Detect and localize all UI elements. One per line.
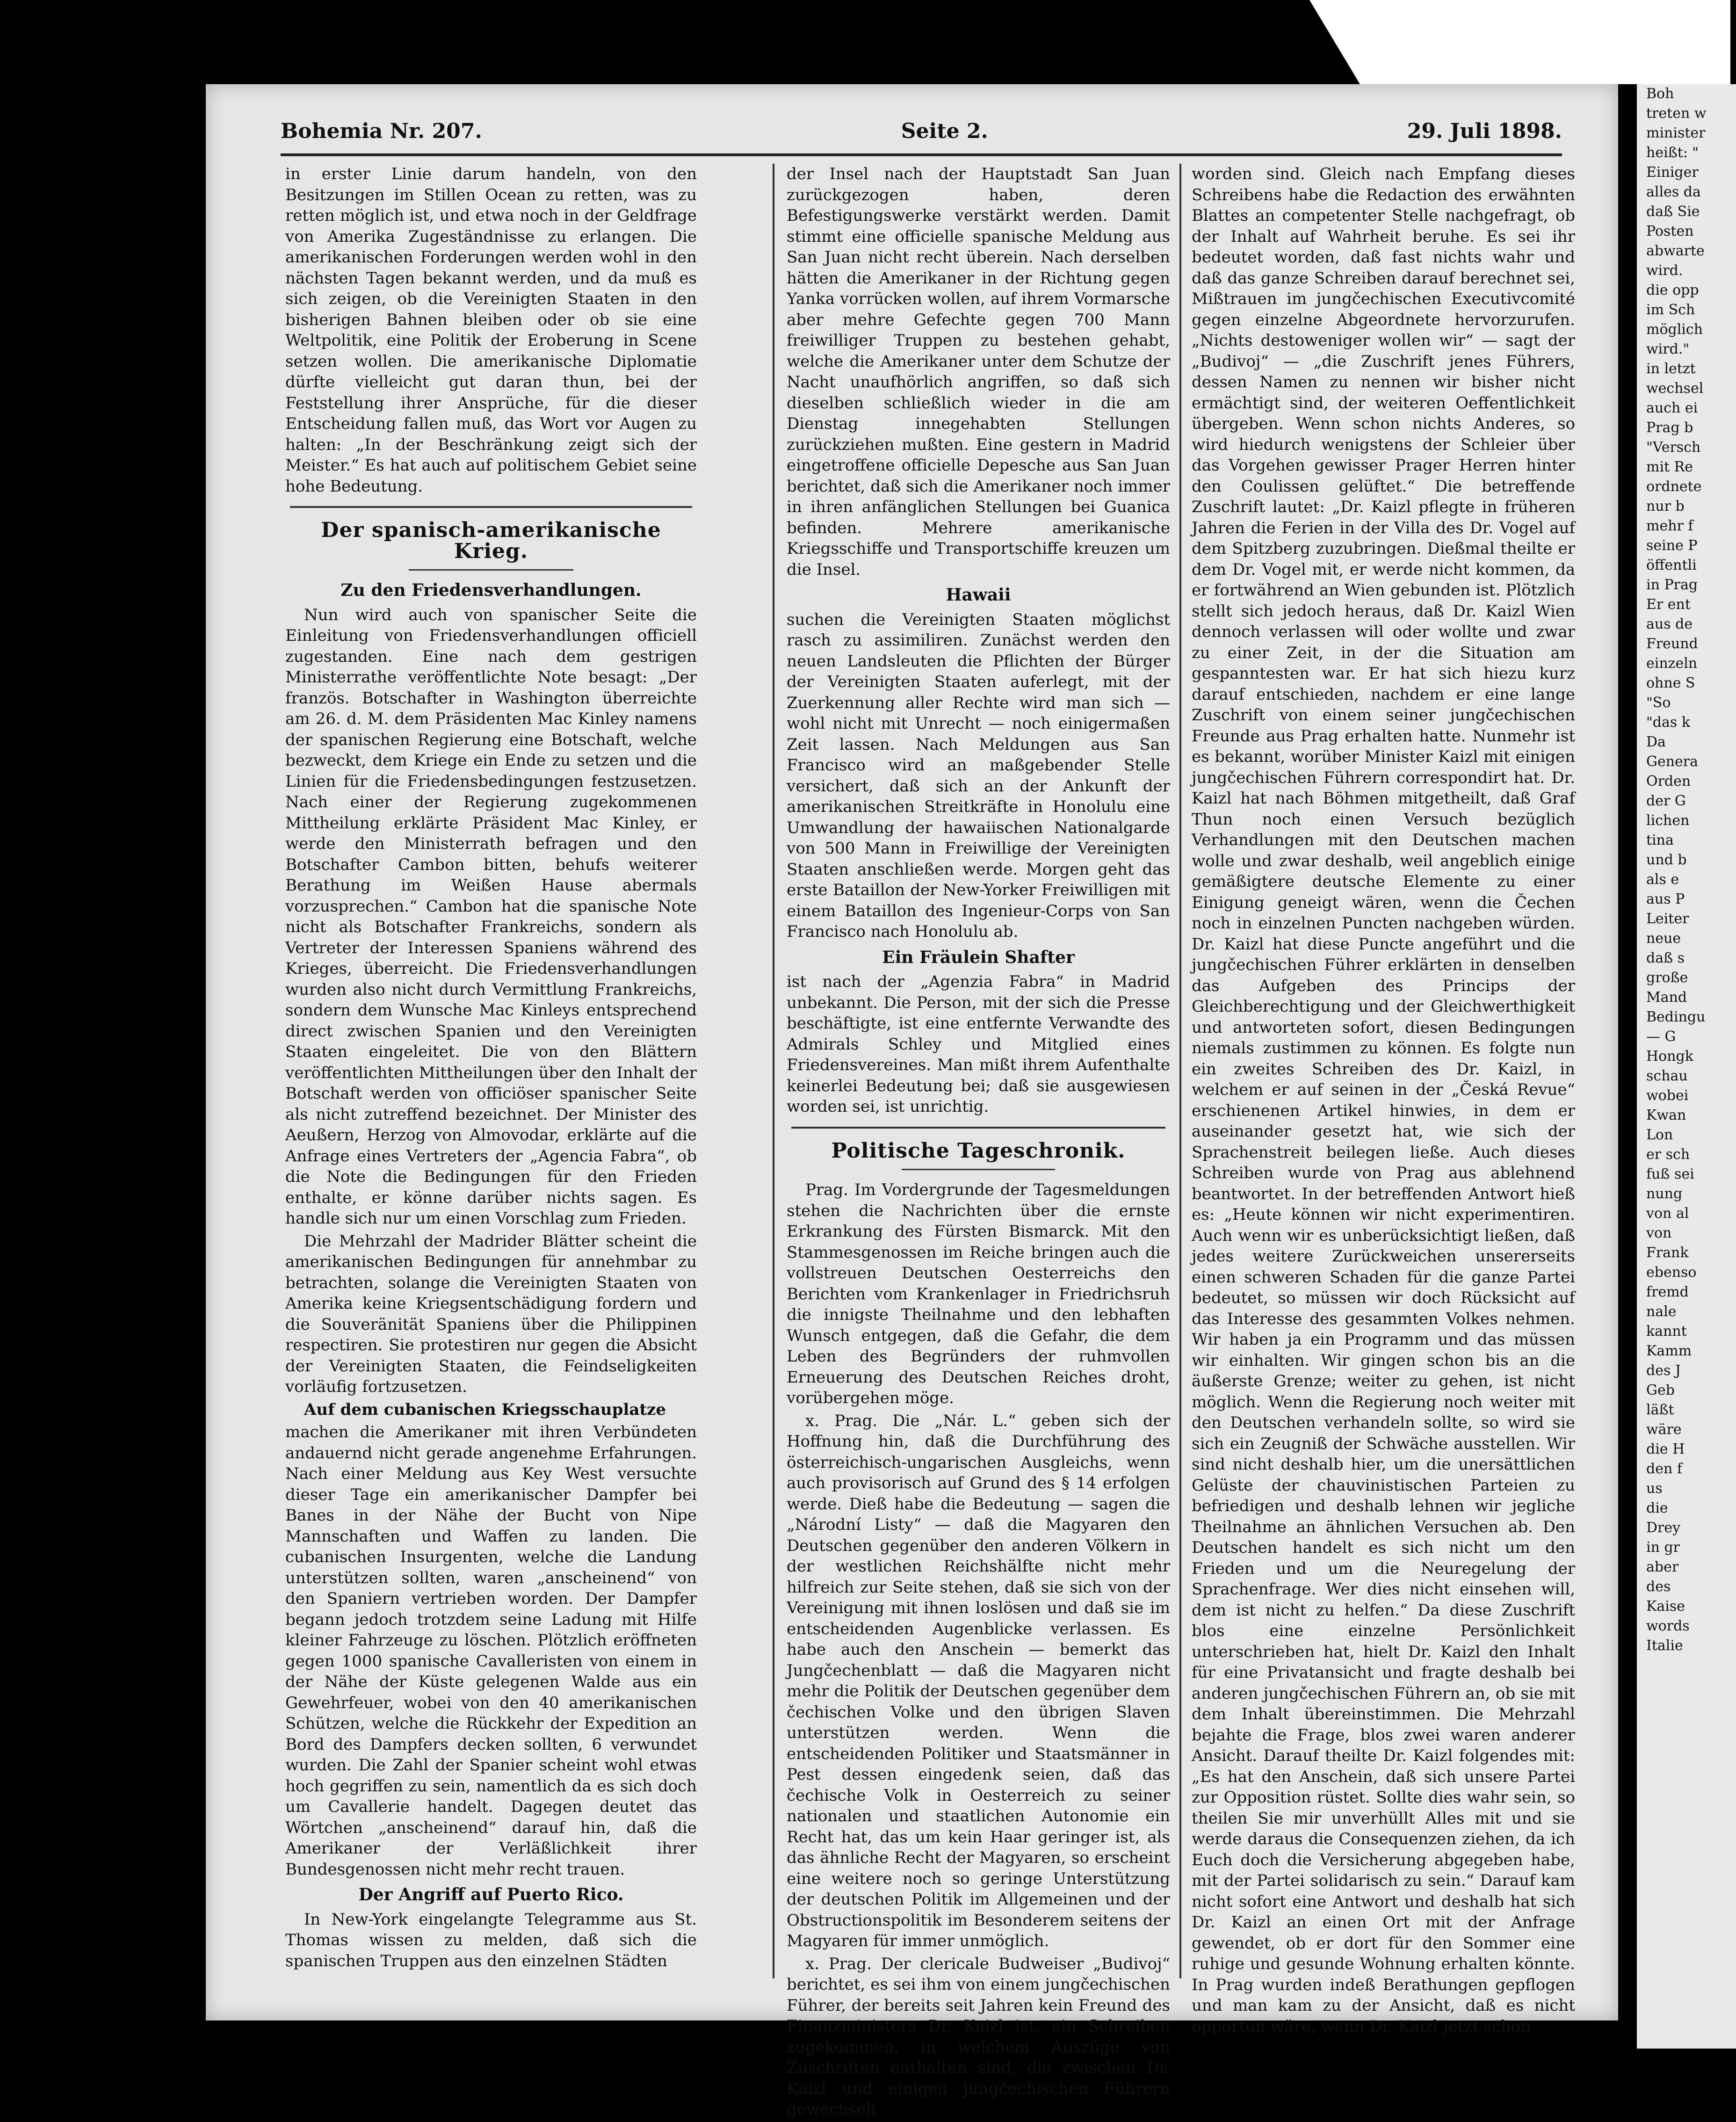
adjacent-page-text: [1637, 84, 1736, 1656]
adjacent-page-line: us: [1646, 1480, 1663, 1497]
adjacent-page-line: von al: [1646, 1205, 1689, 1222]
adjacent-page-line: fuß sei: [1646, 1166, 1694, 1182]
adjacent-page-line: fremd: [1646, 1284, 1689, 1300]
adjacent-page-line: "Versch: [1646, 439, 1701, 456]
subheading: Zu den Friedensverhandlungen.: [340, 580, 642, 600]
adjacent-page-line: lichen: [1646, 812, 1690, 829]
adjacent-page-line: wird.: [1646, 262, 1683, 279]
subheading: Der Angriff auf Puerto Rico.: [358, 1885, 624, 1905]
adjacent-page-line: Kamm: [1646, 1343, 1692, 1359]
adjacent-page-line: Da: [1646, 734, 1666, 750]
adjacent-page-line: words: [1646, 1618, 1690, 1634]
adjacent-page-line: in gr: [1646, 1539, 1680, 1556]
adjacent-page-line: im Sch: [1646, 302, 1695, 318]
adjacent-page-line: die opp: [1646, 282, 1699, 298]
adjacent-page-line: ordnete: [1646, 478, 1702, 495]
adjacent-page-line: Boh: [1646, 86, 1674, 102]
adjacent-page-line: tina: [1646, 832, 1674, 848]
adjacent-page-line: wäre: [1646, 1421, 1682, 1438]
adjacent-page-line: aber: [1646, 1559, 1679, 1575]
adjacent-page-line: Lon: [1646, 1127, 1673, 1143]
adjacent-page-line: große: [1646, 970, 1688, 986]
adjacent-page-line: auch ei: [1646, 400, 1698, 416]
adjacent-page-line: Leiter: [1646, 911, 1689, 927]
adjacent-page-line: Orden: [1646, 773, 1691, 789]
adjacent-page-line: von: [1646, 1225, 1672, 1241]
adjacent-page-line: wechsel: [1646, 380, 1704, 397]
adjacent-page-line: Genera: [1646, 753, 1699, 770]
paragraph: x. Prag. Die „Nár. L.“ geben sich der Hoffnung hin, daß die Durchführung des österreichisch-ungarischen Ausgleichs, wenn auch provisorisch auf Grund des § 14 erfolgen werde. Dieß habe die Bedeutung — sagen die „Národní Listy“ — daß die Magyaren den Deutschen gegenüber den anderen Völkern in der westlichen Reichshälfte nicht mehr hilfreich zur Seite stehen, daß sie sich von der Vereinigung mit ihnen loslösen und daß sie im entscheidenden Augenblicke verlassen. Es habe auch den Anschein — bemerkt das Jungčechenblatt — daß die Magyaren nicht mehr die Politik der Deutschen gegenüber dem čechischen Volke und den übrigen Slaven unterstützen werden. Wenn die entscheidenden Politiker und Staatsmänner in Pest dessen eingedenk seien, daß das čechische Volk in Oesterreich zu seiner nationalen und staatlichen Autonomie ein Recht hat, das um kein Haar geringer ist, als das ähnliche Recht der Magyaren, so erscheint eine weitere noch so geringe Unterstützung der deutschen Politik im Allgemeinen und der Obstructionspolitik im Besonderem seitens der Magyaren für immer unmöglich.: [787, 1411, 1170, 1950]
adjacent-page-line: Drey: [1646, 1520, 1681, 1536]
adjacent-page-line: "So: [1646, 695, 1671, 711]
adjacent-page-line: kannt: [1646, 1323, 1687, 1340]
column-1: [285, 164, 697, 1973]
adjacent-page-line: öffentli: [1646, 557, 1697, 573]
adjacent-page-line: die: [1646, 1500, 1668, 1516]
adjacent-page-line: treten w: [1646, 105, 1707, 122]
subheading: Hawaii: [946, 585, 1011, 605]
adjacent-page-line: Posten: [1646, 223, 1694, 239]
adjacent-page: [1637, 84, 1736, 2049]
page-header: [281, 117, 1562, 145]
adjacent-page-line: schau: [1646, 1068, 1688, 1084]
adjacent-page-line: Geb: [1646, 1382, 1675, 1398]
adjacent-page-line: wird.": [1646, 341, 1690, 357]
adjacent-page-line: minister: [1646, 125, 1706, 141]
header-page: Seite 2.: [901, 119, 988, 143]
paragraph: Prag. Im Vordergrunde der Tagesmeldungen stehen die Nachrichten über die ernste Erkrankung des Fürsten Bismarck. Mit den Stammesgenossen im Reiche bringen auch die vollstreuen Deutschen Oesterreichs den Berichten vom Krankenlager in Friedrichsruh die innigste Theilnahme und den lebhaften Wunsch entgegen, daß die Gefahr, die dem Leben des Begründers der ruhmvollen Erneuerung des Deutschen Reiches droht, vorübergehen möge.: [787, 1180, 1170, 1407]
header-rule: [281, 153, 1562, 156]
column-divider: [773, 164, 774, 1978]
paragraph: machen die Amerikaner mit ihren Verbündeten andauernd nicht gerade angenehme Erfahrungen. Nach einer Meldung aus Key West versuchte dieser Tage ein amerikanischer Dampfer bei Banes in der Nähe der Bucht von Nipe Mannschaften und Waffen zu landen. Die cubanischen Insurgenten, welche die Landung unterstützen sollten, waren „anscheinend“ von den Spaniern vertrieben worden. Der Dampfer begann jedoch trotzdem seine Ladung mit Hilfe kleiner Fahrzeuge zu löschen. Plötzlich eröffneten gegen 1000 spanische Cavalleristen von einem in der Nähe der Küste gelegenen Walde aus ein Gewehrfeuer, wobei von den 40 amerikanischen Schützen, welche die Rückkehr der Expedition an Bord des Dampfers decken sollten, 6 verwundet wurden. Die Zahl der Spanier scheint wohl etwas hoch gegriffen zu sein, namentlich da es sich doch um Cavallerie handelt. Dagegen deutet das Wörtchen „anscheinend“ darauf hin, daß die Amerikaner der Verläßlichkeit ihrer Bundesgenossen nicht mehr recht trauen.: [285, 1423, 697, 1879]
adjacent-page-line: Italie: [1646, 1637, 1683, 1654]
adjacent-page-line: möglich: [1646, 321, 1703, 338]
column-3: [1192, 164, 1575, 2039]
paragraph: ist nach der „Agenzia Fabra“ in Madrid unbekannt. Die Person, mit der sich die Presse beschäftigte, ist eine entfernte Verwandte des Admirals Schley und Mitglied eines Friedensvereines. Man mißt ihrem Aufenthalte keinerlei Bedeutung bei; daß sie ausgewiesen worden sei, ist unrichtig.: [787, 972, 1170, 1116]
adjacent-page-line: Hongk: [1646, 1048, 1693, 1065]
paragraph: Nun wird auch von spanischer Seite die Einleitung von Friedensverhandlungen officiell zugestanden. Eine nach dem gestrigen Ministerrathe veröffentlichte Note besagt: „Der französ. Botschafter in Washington überreichte am 26. d. M. dem Präsidenten Mac Kinley namens der spanischen Regierung eine Botschaft, welche bezweckt, dem Kriege ein Ende zu setzen und die Linien für die Friedensbedingungen festzusetzen. Nach einer der Regierung zugekommenen Mittheilung erklärte Präsident Mac Kinley, er werde den Ministerrath befragen und den Botschafter Cambon bitten, behufs weiterer Berathung im Weißen Hause abermals vorzusprechen.“ Cambon hat die spanische Note nicht als Botschafter Frankreichs, sondern als Vertreter der Interessen Spaniens während des Krieges, überreicht. Die Friedensverhandlungen wurden also nicht durch Vermittlung Frankreichs, sondern dem Wunsche Mac Kinleys entsprechend direct zwischen Spanien und den Vereinigten Staaten eingeleitet. Die von den Blättern veröffentlichten Mittheilungen über den Inhalt der Botschaft werden von officiöser spanischer Seite als nicht zutreffend bezeichnet. Der Minister des Aeußern, Herzog von Almovodar, erklärte auf die Anfrage eines Vertreters der „Agencia Fabra“, ob die Note die Bedingungen für den Frieden enthalte, er könne darüber nichts sagen. Es handle sich nur um einen Vorschlag zum Frieden.: [285, 605, 697, 1228]
adjacent-page-line: Freund: [1646, 636, 1698, 652]
adjacent-page-line: heißt: ": [1646, 145, 1699, 161]
section-title: Der spanisch-amerikanische Krieg.: [321, 518, 661, 563]
adjacent-page-line: seine P: [1646, 537, 1698, 554]
adjacent-page-line: aus P: [1646, 891, 1685, 907]
adjacent-page-line: in letzt: [1646, 361, 1696, 377]
subheading-inline: Auf dem cubanischen Kriegsschauplatze: [304, 1400, 666, 1419]
adjacent-page-line: alles da: [1646, 184, 1701, 200]
adjacent-page-line: "das k: [1646, 714, 1690, 731]
adjacent-page-line: des J: [1646, 1362, 1681, 1379]
adjacent-page-line: abwarte: [1646, 243, 1705, 259]
adjacent-page-line: daß s: [1646, 950, 1685, 966]
adjacent-page-line: Er ent: [1646, 596, 1691, 613]
adjacent-page-line: neue: [1646, 930, 1681, 947]
header-date: 29. Juli 1898.: [1407, 119, 1562, 143]
page-corner: [1309, 0, 1730, 84]
adjacent-page-line: — G: [1646, 1028, 1676, 1045]
subheading: Ein Fräulein Shafter: [882, 947, 1075, 967]
adjacent-page-line: mit Re: [1646, 459, 1693, 475]
adjacent-page-line: wobei: [1646, 1087, 1689, 1104]
paragraph: worden sind. Gleich nach Empfang dieses Schreibens habe die Redaction des erwähnten Blattes an competenter Stelle nachgefragt, ob der Inhalt auf Wahrheit beruhe. Es sei ihr bedeutet worden, daß fast nichts wahr und daß das ganze Schreiben darauf berechnet sei, Mißtrauen im jungčechischen Executivcomité gegen einzelne Abgeordnete hervorzurufen. „Nichts destoweniger wollen wir“ — sagt der „Budivoj“ — „die Zuschrift jenes Führers, dessen Namen zu nennen wir bisher nicht ermächtigt sind, der weiteren Oeffentlichkeit übergeben. Wenn schon nichts Anderes, so wird hiedurch wenigstens der Schleier über das Vorgehen gewisser Prager Herren hinter den Coulissen gelüftet.“ Die betreffende Zuschrift lautet: „Dr. Kaizl pflegte in früheren Jahren die Ferien in der Villa des Dr. Vogel auf dem Spitzberg zuzubringen. Dießmal theilte er dem Dr. Vogel mit, er werde nicht kommen, da er fortwährend an Wien gebunden ist. Plötzlich stellt sich jedoch heraus, daß Dr. Kaizl Wien dennoch verlassen will oder wollte und zwar zu einer Zeit, in der die Situation am gespanntesten war. Er hat sich hiezu kurz darauf entschieden, nachdem er eine lange Zuschrift von einem seiner jungčechischen Freunde aus Prag erhalten hatte. Nunmehr ist es bekannt, worüber Minister Kaizl mit einigen jungčechischen Führern correspondirt hat. Dr. Kaizl hat nach Böhmen mitgetheilt, daß Graf Thun noch einen Versuch bezüglich Verhandlungen mit den Deutschen machen wolle und zwar deshalb, weil angeblich einige gemäßigtere deutsche Elemente zu einer Einigung geneigt wären, wenn die Čechen noch in einzelnen Puncten nachgeben würden. Dr. Kaizl hat diese Puncte angeführt und die jungčechischen Führer erklärten in denselben das Aufgeben des Princips der Gleichberechtigung und der Gleichwerthigkeit und antworteten sofort, diesen Bedingungen niemals zustimmen zu können. Es folgte nun ein zweites Schreiben des Dr. Kaizl, in welchem er auf seinen in der „Česká Revue“ erschienenen Artikel hinwies, in dem er auseinander gesetzt hat, wie sich der Sprachenstreit beilegen ließe. Auch dieses Schreiben wurde von Prag aus ablehnend beantwortet. In der betreffenden Antwort hieß es: „Heute können wir nicht experimentiren. Auch wenn wir es unberücksichtigt ließen, daß jedes weitere Zurückweichen unsererseits einen schweren Schaden für die ganze Partei bedeutet, so müssen wir doch Rücksicht auf das Interesse des gesammten Volkes nehmen. Wir haben ja ein Programm und das müssen wir einhalten. Wir gingen schon bis an die äußerste Grenze; weiter zu gehen, ist nicht möglich. Wenn die Regierung noch weiter mit den Deutschen verhandeln sollte, so wird sie sich ein Zeugniß der Schwäche ausstellen. Wir sind nicht deshalb hier, um die unersättlichen Gelüste der chauvinistischen Parteien zu befriedigen und deshalb lehnen wir jegliche Theilnahme an ähnlichen Versuchen ab. Den Deutschen handelt es sich nicht um den Frieden und um die Neuregelung der Sprachenfrage. Wer dies nicht einsehen will, dem ist nicht zu helfen.“ Da diese Zuschrift blos eine einzelne Persönlichkeit unterschrieben hat, hielt Dr. Kaizl den Inhalt für eine Privatansicht und fragte deshalb bei anderen jungčechischen Führern an, ob sie mit dem Inhalt übereinstimmen. Die Mehrzahl bejahte die Frage, blos zwei waren anderer Ansicht. Darauf theilte Dr. Kaizl folgendes mit: „Es hat den Anschein, daß sich unsere Partei zur Opposition rüstet. Sollte dies wahr sein, so theilen Sie mir unverhüllt Alles mit und sie werde daraus die Consequenzen ziehen, da ich Euch doch die Versicherung abgegeben habe, mit der Partei solidarisch zu sein.“ Darauf kam nicht sofort eine Antwort und deshalb hat sich Dr. Kaizl an einen Ort mit der Anfrage gewendet, ob er dort für den Sommer eine ruhige und gesunde Wohnung erhalten könnte. In Prag wurden indeß Berathungen gepflogen und man kam zu der Ansicht, daß es nicht opportun wäre, wenn Dr. Kaizl jetzt schon: [1192, 165, 1575, 2036]
adjacent-page-line: die H: [1646, 1441, 1685, 1457]
adjacent-page-line: des: [1646, 1579, 1671, 1595]
adjacent-page-line: Prag b: [1646, 420, 1693, 436]
paragraph: Die Mehrzahl der Madrider Blätter scheint die amerikanischen Bedingungen für annehmbar zu betrachten, solange die Vereinigten Staaten von Amerika keine Kriegsentschädigung fordern und die Souveränität Spaniens über die Philippinen respectiren. Sie protestiren nur gegen die Absicht der Vereinigten Staaten, die Feindseligkeiten vorläufig fortzusetzen.: [285, 1231, 697, 1396]
adjacent-page-line: der G: [1646, 793, 1686, 809]
adjacent-page-line: als e: [1646, 871, 1679, 888]
adjacent-page-line: mehr f: [1646, 518, 1693, 534]
section-title: Politische Tageschronik.: [831, 1138, 1126, 1163]
adjacent-page-line: er sch: [1646, 1146, 1690, 1163]
paragraph: In New-York eingelangte Telegramme aus St. Thomas wissen zu melden, daß sich die spanischen Truppen aus den einzelnen Städten: [285, 1910, 697, 1970]
column-2: [787, 164, 1170, 2122]
section-separator: [791, 1127, 1165, 1129]
adjacent-page-line: Kaise: [1646, 1598, 1685, 1615]
adjacent-page-line: Einiger: [1646, 164, 1699, 181]
adjacent-page-line: nur b: [1646, 498, 1685, 514]
adjacent-page-line: Bedingu: [1646, 1009, 1706, 1025]
adjacent-page-line: den f: [1646, 1461, 1682, 1477]
adjacent-page-line: aus de: [1646, 616, 1693, 632]
adjacent-page-line: daß Sie: [1646, 203, 1700, 220]
adjacent-page-line: ohne S: [1646, 675, 1695, 691]
title-underline: [409, 569, 573, 571]
adjacent-page-line: und b: [1646, 852, 1687, 868]
adjacent-page-line: Mand: [1646, 989, 1687, 1006]
header-title: Bohemia Nr. 207.: [281, 119, 482, 143]
adjacent-page-line: in Prag: [1646, 577, 1698, 593]
adjacent-page-line: Kwan: [1646, 1107, 1686, 1123]
section-separator: [290, 506, 692, 508]
adjacent-page-line: nung: [1646, 1186, 1683, 1202]
column-divider: [1179, 164, 1181, 1978]
title-underline: [902, 1169, 1055, 1170]
adjacent-page-line: Frank: [1646, 1245, 1689, 1261]
adjacent-page-line: läßt: [1646, 1402, 1674, 1418]
paragraph: suchen die Vereinigten Staaten möglichst rasch zu assimiliren. Zunächst werden den neuen Landsleuten die Pflichten der Bürger der Vereinigten Staaten auferlegt, mit der Zuerkennung aller Rechte wird man sich — wohl nicht mit Unrecht — noch einigermaßen Zeit lassen. Nach Meldungen aus San Francisco wird an maßgebender Stelle versichert, daß sich an der Ankunft der amerikanischen Streitkräfte in Honolulu eine Umwandlung der hawaiischen Nationalgarde von 500 Mann in Freiwillige der Vereinigten Staaten anschließen werde. Morgen geht das erste Bataillon der New-Yorker Freiwilligen mit einem Bataillon des Ingenieur-Corps von San Francisco nach Honolulu ab.: [787, 610, 1170, 941]
adjacent-page-line: nale: [1646, 1304, 1677, 1320]
adjacent-page-line: ebenso: [1646, 1264, 1697, 1281]
paragraph: der Insel nach der Hauptstadt San Juan zurückgezogen haben, deren Befestigungswerke verstärkt werden. Damit stimmt eine officielle spanische Meldung aus San Juan nicht recht überein. Nach derselben hätten die Amerikaner in der Richtung gegen Yanka vorrücken wollen, auf ihrem Vormarsche aber mehre Gefechte gegen 700 Mann freiwilliger Truppen zu bestehen gehabt, welche die Amerikaner unter dem Schutze der Nacht unaufhörlich angriffen, so daß sich dieselben schließlich wieder in die am Dienstag innegehabten Stellungen zurückziehen mußten. Eine gestern in Madrid eingetroffene officielle Depesche aus San Juan berichtet, daß sich die Amerikaner noch immer in ihren anfänglichen Stellungen bei Guanica befinden. Mehrere amerikanische Kriegsschiffe und Transportschiffe kreuzen um die Insel.: [787, 165, 1170, 579]
adjacent-page-line: einzeln: [1646, 655, 1698, 672]
article-continuation: in erster Linie darum handeln, von den Besitzungen im Stillen Ocean zu retten, was zu retten möglich ist, und etwa noch in der Geldfrage von Amerika Zugeständnisse zu erlangen. Die amerikanischen Forderungen werden wohl in den nächsten Tagen bekannt werden, und da muß es sich zeigen, ob die Vereinigten Staaten in den bisherigen Bahnen bleiben oder ob sie eine Weltpolitik, eine Politik der Eroberung in Scene setzen wollen. Die amerikanische Diplomatie dürfte vielleicht gut daran thun, bei der Feststellung ihrer Ansprüche, für die dieser Entscheidung fallen muß, das Wort vor Augen zu halten: „In der Beschränkung zeigt sich der Meister.“ Es hat auch auf politischem Gebiet seine hohe Bedeutung.: [285, 165, 697, 496]
paragraph: x. Prag. Der clericale Budweiser „Budivoj“ berichtet, es sei ihm von einem jungčechischen Führer, der bereits seit Jahren kein Freund des Finanzministers Dr. Kaizl ist, ein Schreiben zugekommen, in welchem Auszüge von Zuschriften enthalten sind, die zwischen Dr. Kaizl und einigen jungčechischen Führern gewechselt: [787, 1954, 1170, 2119]
